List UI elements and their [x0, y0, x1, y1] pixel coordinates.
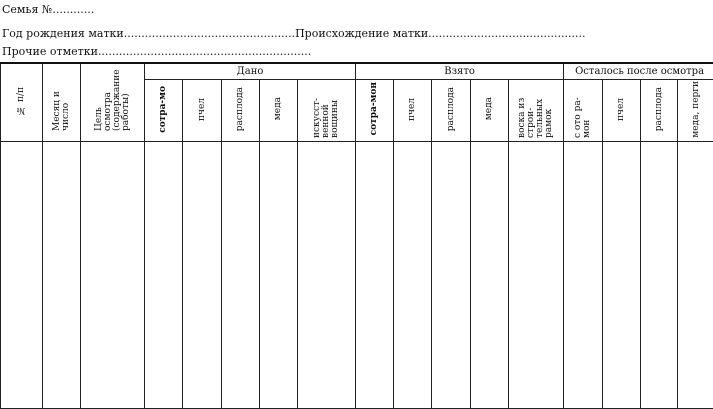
table-cell[interactable]	[678, 142, 713, 409]
queen-year-field[interactable]: .................................................	[123, 27, 296, 40]
notes-label: Прочие отметки	[2, 45, 98, 58]
header-left-bees: пчел	[603, 80, 641, 142]
table-cell[interactable]	[564, 142, 603, 409]
table-cell[interactable]	[1, 142, 43, 409]
header-taken: Взято	[356, 63, 564, 80]
table-cell[interactable]	[260, 142, 298, 409]
queen-info-line	[2, 27, 586, 40]
table-cell[interactable]	[81, 142, 145, 409]
header-left: Осталось после осмотра	[564, 63, 713, 80]
header-left-honey: меда, перги	[678, 80, 713, 142]
header-given-combs: сотра-мо	[145, 80, 183, 142]
table-cell[interactable]	[432, 142, 471, 409]
header-given: Дано	[145, 63, 356, 80]
inspection-journal-table	[0, 62, 713, 409]
header-given-bees: пчел	[183, 80, 222, 142]
queen-origin-field[interactable]: .............................................	[428, 27, 586, 40]
table-cell[interactable]	[603, 142, 641, 409]
table-cell[interactable]	[471, 142, 509, 409]
notes-field[interactable]: .............................................................	[97, 45, 312, 58]
table-cell[interactable]	[222, 142, 260, 409]
table-cell[interactable]	[43, 142, 81, 409]
header-taken-wax: воска из строи-тельных рамок	[509, 80, 564, 142]
table-cell[interactable]	[641, 142, 678, 409]
header-purpose: Цель осмотра (содержание работы)	[81, 63, 145, 142]
header-date: Месяц и число	[43, 63, 81, 142]
header-left-combs: с ото ра-мон	[564, 80, 603, 142]
header-taken-brood: расплода	[432, 80, 471, 142]
table-cell[interactable]	[145, 142, 183, 409]
header-taken-combs: сотра-мон	[356, 80, 394, 142]
header-given-honey: меда	[260, 80, 298, 142]
queen-year-label: Год рождения матки	[2, 27, 124, 40]
header-given-brood: расплода	[222, 80, 260, 142]
table-row	[1, 142, 713, 409]
table-cell[interactable]	[298, 142, 356, 409]
header-left-brood: расплода	[641, 80, 678, 142]
family-label: Семья №	[2, 3, 53, 16]
header-number: № п/п	[1, 63, 43, 142]
header-taken-honey: меда	[471, 80, 509, 142]
table-cell[interactable]	[356, 142, 394, 409]
table-cell[interactable]	[183, 142, 222, 409]
family-number-line	[2, 3, 94, 16]
table-cell[interactable]	[394, 142, 432, 409]
queen-origin-label: Происхождение матки	[295, 27, 429, 40]
header-taken-bees: пчел	[394, 80, 432, 142]
header-given-foundation: искусст-венной вощины	[298, 80, 356, 142]
table-cell[interactable]	[509, 142, 564, 409]
notes-line	[2, 45, 311, 58]
family-number-field[interactable]: ............	[52, 3, 95, 16]
